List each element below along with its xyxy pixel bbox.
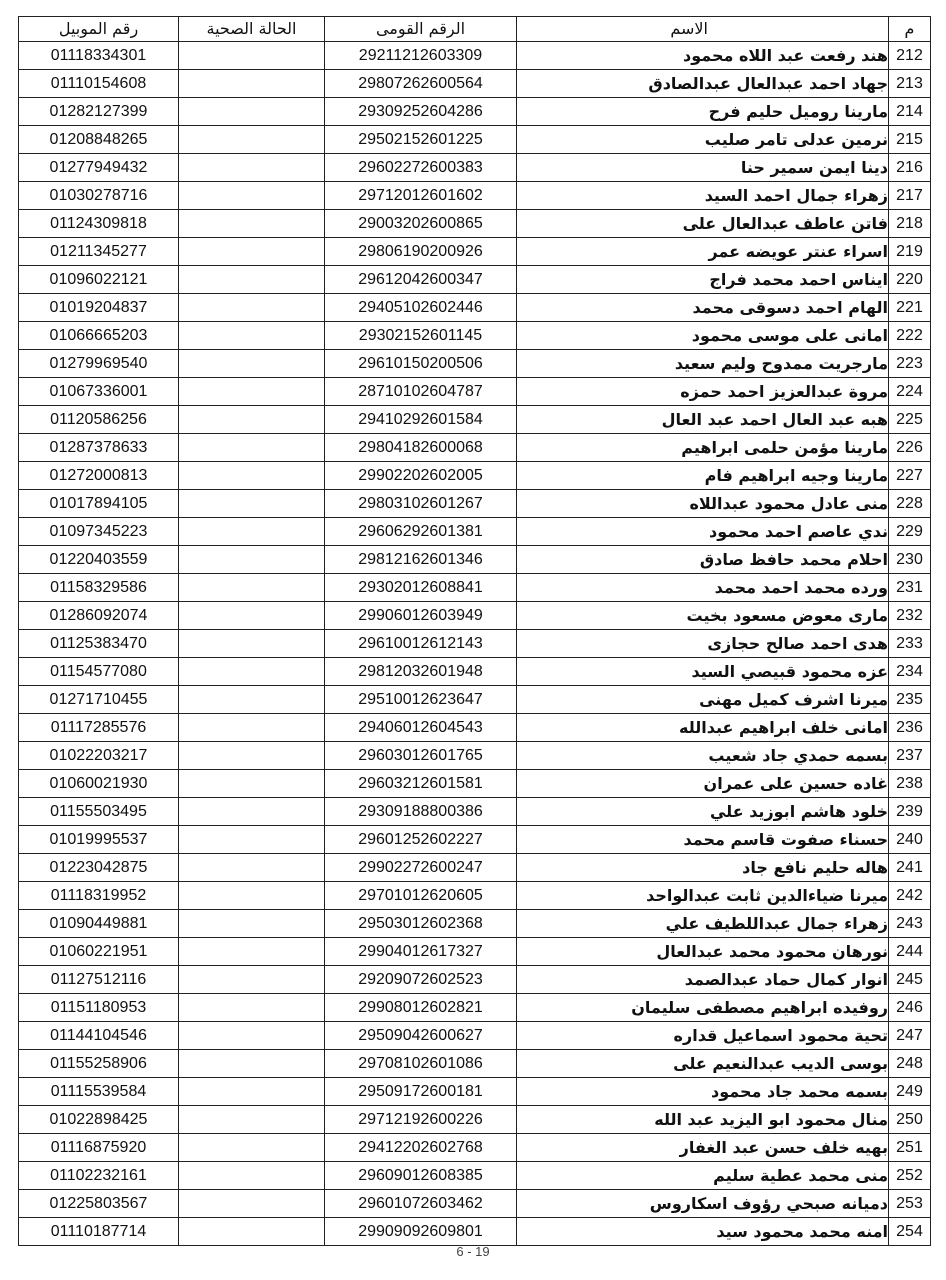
row-name: خلود هاشم ابوزيد علي	[517, 798, 889, 826]
table-row	[19, 686, 931, 714]
row-health-status	[179, 42, 325, 70]
row-name: امانى على موسى محمود	[517, 322, 889, 350]
row-name: الهام احمد دسوقى محمد	[517, 294, 889, 322]
row-mobile: 01220403559	[19, 546, 179, 574]
row-mobile: 01118319952	[19, 882, 179, 910]
row-national-id: 29211212603309	[325, 42, 517, 70]
row-name: امانى خلف ابراهيم عبدالله	[517, 714, 889, 742]
row-national-id: 29904012617327	[325, 938, 517, 966]
row-national-id: 29302152601145	[325, 322, 517, 350]
row-mobile: 01102232161	[19, 1162, 179, 1190]
row-health-status	[179, 966, 325, 994]
row-mobile: 01125383470	[19, 630, 179, 658]
header-mobile: رقم الموبيل	[19, 17, 179, 42]
row-national-id: 29406012604543	[325, 714, 517, 742]
row-number: 229	[889, 518, 931, 546]
row-health-status	[179, 686, 325, 714]
table-row	[19, 882, 931, 910]
row-national-id: 29510012623647	[325, 686, 517, 714]
row-number: 216	[889, 154, 931, 182]
row-health-status	[179, 210, 325, 238]
row-number: 221	[889, 294, 931, 322]
row-number: 238	[889, 770, 931, 798]
row-mobile: 01019995537	[19, 826, 179, 854]
row-health-status	[179, 910, 325, 938]
row-national-id: 29405102602446	[325, 294, 517, 322]
row-mobile: 01127512116	[19, 966, 179, 994]
row-number: 218	[889, 210, 931, 238]
table-row	[19, 350, 931, 378]
row-name: عزه محمود قبيصي السيد	[517, 658, 889, 686]
row-number: 217	[889, 182, 931, 210]
row-number: 213	[889, 70, 931, 98]
table-row	[19, 966, 931, 994]
table-row	[19, 70, 931, 98]
row-health-status	[179, 70, 325, 98]
row-mobile: 01022898425	[19, 1106, 179, 1134]
row-mobile: 01155258906	[19, 1050, 179, 1078]
row-name: منال محمود ابو اليزيد عبد الله	[517, 1106, 889, 1134]
row-name: هبه عبد العال احمد عبد العال	[517, 406, 889, 434]
row-national-id: 29812032601948	[325, 658, 517, 686]
row-name: فاتن عاطف عبدالعال على	[517, 210, 889, 238]
row-mobile: 01120586256	[19, 406, 179, 434]
row-national-id: 29302012608841	[325, 574, 517, 602]
row-number: 243	[889, 910, 931, 938]
row-health-status	[179, 1106, 325, 1134]
row-mobile: 01286092074	[19, 602, 179, 630]
row-health-status	[179, 1162, 325, 1190]
row-national-id: 29603012601765	[325, 742, 517, 770]
table-row	[19, 854, 931, 882]
row-national-id: 29902272600247	[325, 854, 517, 882]
row-national-id: 29803102601267	[325, 490, 517, 518]
row-national-id: 29804182600068	[325, 434, 517, 462]
row-number: 212	[889, 42, 931, 70]
row-mobile: 01282127399	[19, 98, 179, 126]
row-number: 215	[889, 126, 931, 154]
row-name: منى عادل محمود عبداللاه	[517, 490, 889, 518]
row-name: بوسى الديب عبدالنعيم على	[517, 1050, 889, 1078]
row-name: دينا ايمن سمير حنا	[517, 154, 889, 182]
row-mobile: 01066665203	[19, 322, 179, 350]
row-health-status	[179, 770, 325, 798]
row-name: مارجريت ممدوح وليم سعيد	[517, 350, 889, 378]
table-row	[19, 826, 931, 854]
row-name: هدى احمد صالح حجازى	[517, 630, 889, 658]
row-national-id: 29610150200506	[325, 350, 517, 378]
table-row	[19, 42, 931, 70]
table-row	[19, 406, 931, 434]
row-national-id: 29606292601381	[325, 518, 517, 546]
row-national-id: 29612042600347	[325, 266, 517, 294]
row-name: اسراء عنتر عويضه عمر	[517, 238, 889, 266]
row-health-status	[179, 182, 325, 210]
row-name: مارينا وجيه ابراهيم فام	[517, 462, 889, 490]
row-health-status	[179, 1050, 325, 1078]
table-header-row	[19, 17, 931, 42]
row-health-status	[179, 238, 325, 266]
row-number: 227	[889, 462, 931, 490]
row-health-status	[179, 434, 325, 462]
row-mobile: 01279969540	[19, 350, 179, 378]
table-row	[19, 210, 931, 238]
row-health-status	[179, 490, 325, 518]
row-number: 249	[889, 1078, 931, 1106]
row-national-id: 28710102604787	[325, 378, 517, 406]
table-row	[19, 770, 931, 798]
row-number: 244	[889, 938, 931, 966]
row-mobile: 01277949432	[19, 154, 179, 182]
row-national-id: 29003202600865	[325, 210, 517, 238]
row-health-status	[179, 826, 325, 854]
row-number: 253	[889, 1190, 931, 1218]
row-mobile: 01124309818	[19, 210, 179, 238]
row-health-status	[179, 154, 325, 182]
row-number: 233	[889, 630, 931, 658]
row-mobile: 01225803567	[19, 1190, 179, 1218]
row-name: حسناء صفوت قاسم محمد	[517, 826, 889, 854]
row-mobile: 01117285576	[19, 714, 179, 742]
header-num: م	[889, 17, 931, 42]
table-row	[19, 742, 931, 770]
row-name: ميرنا ضياءالدين ثابت عبدالواحد	[517, 882, 889, 910]
row-national-id: 29309188800386	[325, 798, 517, 826]
table-row	[19, 1134, 931, 1162]
row-name: مارى معوض مسعود بخيت	[517, 602, 889, 630]
row-mobile: 01223042875	[19, 854, 179, 882]
row-mobile: 01151180953	[19, 994, 179, 1022]
row-mobile: 01158329586	[19, 574, 179, 602]
row-national-id: 29502152601225	[325, 126, 517, 154]
row-name: احلام محمد حافظ صادق	[517, 546, 889, 574]
row-mobile: 01017894105	[19, 490, 179, 518]
row-health-status	[179, 1134, 325, 1162]
row-national-id: 29509172600181	[325, 1078, 517, 1106]
row-number: 231	[889, 574, 931, 602]
row-mobile: 01271710455	[19, 686, 179, 714]
row-national-id: 29601072603462	[325, 1190, 517, 1218]
row-number: 214	[889, 98, 931, 126]
row-name: منى محمد عطية سليم	[517, 1162, 889, 1190]
row-national-id: 29509042600627	[325, 1022, 517, 1050]
row-number: 232	[889, 602, 931, 630]
row-number: 241	[889, 854, 931, 882]
table-row	[19, 126, 931, 154]
row-name: نرمين عدلى تامر صليب	[517, 126, 889, 154]
row-mobile: 01272000813	[19, 462, 179, 490]
row-number: 236	[889, 714, 931, 742]
table-row	[19, 238, 931, 266]
row-health-status	[179, 742, 325, 770]
row-health-status	[179, 1218, 325, 1246]
row-number: 237	[889, 742, 931, 770]
table-row	[19, 294, 931, 322]
row-number: 228	[889, 490, 931, 518]
row-national-id: 29806190200926	[325, 238, 517, 266]
table-row	[19, 1050, 931, 1078]
row-health-status	[179, 322, 325, 350]
table-row	[19, 266, 931, 294]
row-national-id: 29712192600226	[325, 1106, 517, 1134]
row-number: 220	[889, 266, 931, 294]
row-health-status	[179, 126, 325, 154]
table-row	[19, 658, 931, 686]
header-national-id: الرقم القومى	[325, 17, 517, 42]
row-number: 251	[889, 1134, 931, 1162]
row-name: انوار كمال حماد عبدالصمد	[517, 966, 889, 994]
names-table	[18, 16, 931, 1246]
row-name: ندي عاصم احمد محمود	[517, 518, 889, 546]
row-national-id: 29807262600564	[325, 70, 517, 98]
row-national-id: 29209072602523	[325, 966, 517, 994]
table-row	[19, 1078, 931, 1106]
row-name: زهراء جمال عبداللطيف علي	[517, 910, 889, 938]
row-number: 234	[889, 658, 931, 686]
row-national-id: 29601252602227	[325, 826, 517, 854]
row-health-status	[179, 462, 325, 490]
page-number: 6 - 19	[456, 1244, 490, 1259]
row-mobile: 01060221951	[19, 938, 179, 966]
row-mobile: 01022203217	[19, 742, 179, 770]
row-national-id: 29906012603949	[325, 602, 517, 630]
row-name: تحية محمود اسماعيل قداره	[517, 1022, 889, 1050]
row-health-status	[179, 1190, 325, 1218]
row-health-status	[179, 854, 325, 882]
row-national-id: 29908012602821	[325, 994, 517, 1022]
row-number: 224	[889, 378, 931, 406]
row-health-status	[179, 350, 325, 378]
row-number: 252	[889, 1162, 931, 1190]
row-number: 245	[889, 966, 931, 994]
row-mobile: 01030278716	[19, 182, 179, 210]
row-national-id: 29708102601086	[325, 1050, 517, 1078]
table-row	[19, 602, 931, 630]
row-number: 246	[889, 994, 931, 1022]
row-health-status	[179, 1078, 325, 1106]
row-health-status	[179, 882, 325, 910]
row-mobile: 01118334301	[19, 42, 179, 70]
row-name: بسمه محمد جاد محمود	[517, 1078, 889, 1106]
row-name: غاده حسين على عمران	[517, 770, 889, 798]
row-national-id: 29812162601346	[325, 546, 517, 574]
row-number: 240	[889, 826, 931, 854]
row-mobile: 01096022121	[19, 266, 179, 294]
row-health-status	[179, 658, 325, 686]
header-name: الاسم	[517, 17, 889, 42]
row-number: 242	[889, 882, 931, 910]
table-row	[19, 630, 931, 658]
row-name: بهيه خلف حسن عبد الغفار	[517, 1134, 889, 1162]
row-health-status	[179, 938, 325, 966]
row-national-id: 29309252604286	[325, 98, 517, 126]
table-row	[19, 378, 931, 406]
row-mobile: 01144104546	[19, 1022, 179, 1050]
row-mobile: 01097345223	[19, 518, 179, 546]
table-row	[19, 98, 931, 126]
row-number: 223	[889, 350, 931, 378]
table-row	[19, 714, 931, 742]
row-national-id: 29712012601602	[325, 182, 517, 210]
row-number: 235	[889, 686, 931, 714]
row-national-id: 29701012620605	[325, 882, 517, 910]
table-row	[19, 322, 931, 350]
table-row	[19, 182, 931, 210]
row-health-status	[179, 574, 325, 602]
table-row	[19, 1218, 931, 1246]
row-mobile: 01155503495	[19, 798, 179, 826]
row-name: مروة عبدالعزيز احمد حمزه	[517, 378, 889, 406]
row-number: 248	[889, 1050, 931, 1078]
row-name: روفيده ابراهيم مصطفى سليمان	[517, 994, 889, 1022]
row-name: ميرنا اشرف كميل مهنى	[517, 686, 889, 714]
row-mobile: 01067336001	[19, 378, 179, 406]
row-name: امنه محمد محمود سيد	[517, 1218, 889, 1246]
row-name: جهاد احمد عبدالعال عبدالصادق	[517, 70, 889, 98]
row-national-id: 29410292601584	[325, 406, 517, 434]
row-number: 226	[889, 434, 931, 462]
row-number: 225	[889, 406, 931, 434]
row-mobile: 01208848265	[19, 126, 179, 154]
row-name: دميانه صبحي رؤوف اسكاروس	[517, 1190, 889, 1218]
row-name: ايناس احمد محمد فراج	[517, 266, 889, 294]
row-health-status	[179, 798, 325, 826]
row-national-id: 29503012602368	[325, 910, 517, 938]
row-health-status	[179, 406, 325, 434]
row-health-status	[179, 630, 325, 658]
table-row	[19, 154, 931, 182]
row-national-id: 29603212601581	[325, 770, 517, 798]
table-body	[19, 42, 931, 1246]
row-national-id: 29610012612143	[325, 630, 517, 658]
table-row	[19, 518, 931, 546]
row-name: مارينا مؤمن حلمى ابراهيم	[517, 434, 889, 462]
row-name: مارينا روميل حليم فرح	[517, 98, 889, 126]
row-name: هند رفعت عبد اللاه محمود	[517, 42, 889, 70]
table-row	[19, 434, 931, 462]
row-number: 247	[889, 1022, 931, 1050]
row-national-id: 29412202602768	[325, 1134, 517, 1162]
row-mobile: 01060021930	[19, 770, 179, 798]
row-mobile: 01116875920	[19, 1134, 179, 1162]
table-row	[19, 910, 931, 938]
row-name: هاله حليم نافع جاد	[517, 854, 889, 882]
row-mobile: 01287378633	[19, 434, 179, 462]
table-row	[19, 994, 931, 1022]
table-row	[19, 1190, 931, 1218]
row-mobile: 01154577080	[19, 658, 179, 686]
row-national-id: 29909092609801	[325, 1218, 517, 1246]
table-row	[19, 1162, 931, 1190]
row-health-status	[179, 518, 325, 546]
row-name: ورده محمد احمد محمد	[517, 574, 889, 602]
row-mobile: 01211345277	[19, 238, 179, 266]
table-row	[19, 798, 931, 826]
row-national-id: 29902202602005	[325, 462, 517, 490]
row-health-status	[179, 994, 325, 1022]
row-health-status	[179, 546, 325, 574]
row-mobile: 01110187714	[19, 1218, 179, 1246]
row-national-id: 29602272600383	[325, 154, 517, 182]
table-row	[19, 1106, 931, 1134]
row-name: بسمه حمدي جاد شعيب	[517, 742, 889, 770]
row-name: زهراء جمال احمد السيد	[517, 182, 889, 210]
table-row	[19, 462, 931, 490]
row-health-status	[179, 294, 325, 322]
row-health-status	[179, 378, 325, 406]
row-number: 239	[889, 798, 931, 826]
header-health: الحالة الصحية	[179, 17, 325, 42]
row-health-status	[179, 266, 325, 294]
row-mobile: 01019204837	[19, 294, 179, 322]
row-health-status	[179, 602, 325, 630]
table-row	[19, 938, 931, 966]
row-mobile: 01115539584	[19, 1078, 179, 1106]
row-number: 222	[889, 322, 931, 350]
row-health-status	[179, 714, 325, 742]
row-number: 254	[889, 1218, 931, 1246]
row-mobile: 01090449881	[19, 910, 179, 938]
table-row	[19, 1022, 931, 1050]
row-number: 219	[889, 238, 931, 266]
row-number: 230	[889, 546, 931, 574]
row-name: نورهان محمود محمد عبدالعال	[517, 938, 889, 966]
row-mobile: 01110154608	[19, 70, 179, 98]
row-number: 250	[889, 1106, 931, 1134]
table-row	[19, 546, 931, 574]
row-health-status	[179, 98, 325, 126]
table-row	[19, 574, 931, 602]
row-national-id: 29609012608385	[325, 1162, 517, 1190]
table-row	[19, 490, 931, 518]
row-health-status	[179, 1022, 325, 1050]
